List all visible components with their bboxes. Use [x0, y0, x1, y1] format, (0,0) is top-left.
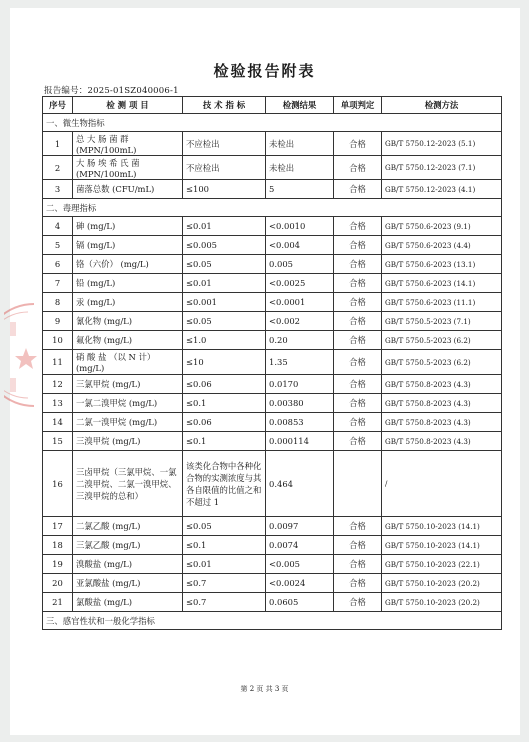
cell-item: 三氯甲烷 (mg/L) [73, 375, 183, 394]
cell-spec: ≤100 [183, 180, 266, 199]
table-row [43, 274, 502, 293]
cell-no: 7 [43, 274, 73, 293]
cell-judge: 合格 [334, 574, 382, 593]
cell-spec: ≤0.001 [183, 293, 266, 312]
cell-no: 16 [43, 451, 73, 517]
table-row [43, 132, 502, 156]
cell-no: 14 [43, 413, 73, 432]
cell-no: 8 [43, 293, 73, 312]
table-row [43, 331, 502, 350]
cell-judge [334, 451, 382, 517]
cell-judge: 合格 [334, 312, 382, 331]
cell-method: GB/T 5750.10-2023 (14.1) [382, 536, 502, 555]
cell-spec: ≤0.7 [183, 574, 266, 593]
header-row [43, 97, 502, 114]
cell-method: GB/T 5750.12-2023 (5.1) [382, 132, 502, 156]
table-row [43, 536, 502, 555]
header-item: 检 测 项 目 [73, 97, 183, 114]
cell-method: GB/T 5750.10-2023 (14.1) [382, 517, 502, 536]
cell-judge: 合格 [334, 413, 382, 432]
cell-item: 汞 (mg/L) [73, 293, 183, 312]
cell-judge: 合格 [334, 555, 382, 574]
cell-spec: ≤0.01 [183, 555, 266, 574]
table-row [43, 375, 502, 394]
header-spec: 技 术 指 标 [183, 97, 266, 114]
cell-result: 0.0074 [266, 536, 334, 555]
cell-item: 硝 酸 盐 （以 N 计） (mg/L) [73, 350, 183, 375]
cell-judge: 合格 [334, 180, 382, 199]
cell-result: 0.0605 [266, 593, 334, 612]
section-row [43, 114, 502, 132]
table-row [43, 432, 502, 451]
cell-spec: ≤0.1 [183, 536, 266, 555]
cell-result: 0.005 [266, 255, 334, 274]
cell-judge: 合格 [334, 156, 382, 180]
cell-item: 砷 (mg/L) [73, 217, 183, 236]
cell-no: 10 [43, 331, 73, 350]
cell-result: <0.0024 [266, 574, 334, 593]
cell-item: 二氯乙酸 (mg/L) [73, 517, 183, 536]
cell-method: GB/T 5750.6-2023 (9.1) [382, 217, 502, 236]
cell-no: 4 [43, 217, 73, 236]
cell-no: 17 [43, 517, 73, 536]
table-row [43, 312, 502, 331]
cell-item: 铬（六价） (mg/L) [73, 255, 183, 274]
cell-result: 0.0097 [266, 517, 334, 536]
cell-judge: 合格 [334, 217, 382, 236]
cell-spec: ≤0.005 [183, 236, 266, 255]
cell-result: 1.35 [266, 350, 334, 375]
cell-item: 溴酸盐 (mg/L) [73, 555, 183, 574]
cell-spec: ≤0.06 [183, 413, 266, 432]
red-seal-stamp-icon [4, 300, 40, 410]
cell-result: 0.464 [266, 451, 334, 517]
table-row [43, 451, 502, 517]
cell-item: 菌落总数 (CFU/mL) [73, 180, 183, 199]
cell-method: GB/T 5750.5-2023 (7.1) [382, 312, 502, 331]
cell-spec: ≤1.0 [183, 331, 266, 350]
cell-judge: 合格 [334, 236, 382, 255]
cell-judge: 合格 [334, 375, 382, 394]
cell-judge: 合格 [334, 331, 382, 350]
cell-judge: 合格 [334, 132, 382, 156]
cell-spec: ≤0.05 [183, 312, 266, 331]
cell-method: GB/T 5750.8-2023 (4.3) [382, 375, 502, 394]
cell-item: 氰化物 (mg/L) [73, 312, 183, 331]
cell-item: 氟化物 (mg/L) [73, 331, 183, 350]
table-row [43, 555, 502, 574]
inspection-table [42, 96, 502, 630]
cell-method: / [382, 451, 502, 517]
table-row [43, 574, 502, 593]
cell-spec: ≤0.01 [183, 274, 266, 293]
cell-item: 二氯一溴甲烷 (mg/L) [73, 413, 183, 432]
cell-no: 3 [43, 180, 73, 199]
cell-no: 6 [43, 255, 73, 274]
cell-method: GB/T 5750.5-2023 (6.2) [382, 331, 502, 350]
table-row [43, 413, 502, 432]
cell-result: <0.004 [266, 236, 334, 255]
cell-judge: 合格 [334, 274, 382, 293]
cell-no: 12 [43, 375, 73, 394]
cell-method: GB/T 5750.12-2023 (4.1) [382, 180, 502, 199]
cell-item: 一氯二溴甲烷 (mg/L) [73, 394, 183, 413]
table-row [43, 293, 502, 312]
cell-judge: 合格 [334, 293, 382, 312]
cell-item: 三卤甲烷（三氯甲烷、一氯二溴甲烷、二氯一溴甲烷、三溴甲烷的总和） [73, 451, 183, 517]
cell-result: 5 [266, 180, 334, 199]
cell-no: 11 [43, 350, 73, 375]
header-result: 检测结果 [266, 97, 334, 114]
cell-no: 21 [43, 593, 73, 612]
table-row [43, 593, 502, 612]
cell-result: <0.005 [266, 555, 334, 574]
cell-judge: 合格 [334, 350, 382, 375]
cell-item: 亚氯酸盐 (mg/L) [73, 574, 183, 593]
cell-method: GB/T 5750.6-2023 (14.1) [382, 274, 502, 293]
cell-judge: 合格 [334, 394, 382, 413]
table-row [43, 156, 502, 180]
cell-method: GB/T 5750.6-2023 (4.4) [382, 236, 502, 255]
cell-method: GB/T 5750.10-2023 (20.2) [382, 593, 502, 612]
cell-spec: 不应检出 [183, 132, 266, 156]
cell-spec: ≤0.01 [183, 217, 266, 236]
cell-method: GB/T 5750.12-2023 (7.1) [382, 156, 502, 180]
cell-result: 0.0170 [266, 375, 334, 394]
cell-judge: 合格 [334, 517, 382, 536]
cell-item: 氯酸盐 (mg/L) [73, 593, 183, 612]
cell-no: 15 [43, 432, 73, 451]
cell-result: <0.0001 [266, 293, 334, 312]
cell-result: <0.0025 [266, 274, 334, 293]
table-row [43, 236, 502, 255]
cell-method: GB/T 5750.8-2023 (4.3) [382, 413, 502, 432]
header-method: 检测方法 [382, 97, 502, 114]
cell-no: 9 [43, 312, 73, 331]
cell-no: 2 [43, 156, 73, 180]
section-title: 二、毒理指标 [43, 199, 502, 217]
cell-spec: ≤0.06 [183, 375, 266, 394]
cell-judge: 合格 [334, 593, 382, 612]
cell-method: GB/T 5750.10-2023 (22.1) [382, 555, 502, 574]
cell-judge: 合格 [334, 255, 382, 274]
cell-spec: ≤0.1 [183, 394, 266, 413]
cell-result: 0.00380 [266, 394, 334, 413]
cell-item: 大 肠 埃 希 氏 菌 (MPN/100mL) [73, 156, 183, 180]
cell-method: GB/T 5750.8-2023 (4.3) [382, 432, 502, 451]
cell-method: GB/T 5750.5-2023 (6.2) [382, 350, 502, 375]
cell-spec: 不应检出 [183, 156, 266, 180]
section-title: 三、感官性状和一般化学指标 [43, 612, 502, 630]
header-judge: 单项判定 [334, 97, 382, 114]
cell-result: 未检出 [266, 132, 334, 156]
cell-method: GB/T 5750.6-2023 (13.1) [382, 255, 502, 274]
cell-method: GB/T 5750.10-2023 (20.2) [382, 574, 502, 593]
cell-no: 13 [43, 394, 73, 413]
table-row [43, 517, 502, 536]
table-row [43, 180, 502, 199]
cell-result: 未检出 [266, 156, 334, 180]
cell-result: 0.000114 [266, 432, 334, 451]
cell-result: 0.00853 [266, 413, 334, 432]
cell-result: <0.0010 [266, 217, 334, 236]
cell-no: 19 [43, 555, 73, 574]
cell-result: <0.002 [266, 312, 334, 331]
cell-spec: ≤0.05 [183, 255, 266, 274]
page-title: 检验报告附表 [213, 62, 316, 80]
cell-judge: 合格 [334, 432, 382, 451]
section-row [43, 612, 502, 630]
section-title: 一、微生物指标 [43, 114, 502, 132]
cell-no: 5 [43, 236, 73, 255]
table-row [43, 217, 502, 236]
cell-spec: ≤0.7 [183, 593, 266, 612]
cell-judge: 合格 [334, 536, 382, 555]
cell-method: GB/T 5750.8-2023 (4.3) [382, 394, 502, 413]
cell-no: 1 [43, 132, 73, 156]
cell-item: 铅 (mg/L) [73, 274, 183, 293]
cell-item: 镉 (mg/L) [73, 236, 183, 255]
cell-item: 总 大 肠 菌 群 (MPN/100mL) [73, 132, 183, 156]
table-row [43, 394, 502, 413]
table-row [43, 350, 502, 375]
cell-result: 0.20 [266, 331, 334, 350]
cell-spec: ≤0.05 [183, 517, 266, 536]
section-row [43, 199, 502, 217]
cell-spec: 该类化合物中各种化合物的实测浓度与其各自限值的比值之和不超过 1 [183, 451, 266, 517]
report-number: 报告编号：2025-01SZ040006-1 [44, 86, 179, 96]
cell-no: 18 [43, 536, 73, 555]
cell-method: GB/T 5750.6-2023 (11.1) [382, 293, 502, 312]
cell-no: 20 [43, 574, 73, 593]
header-no: 序号 [43, 97, 73, 114]
cell-item: 三溴甲烷 (mg/L) [73, 432, 183, 451]
cell-spec: ≤0.1 [183, 432, 266, 451]
cell-item: 三氯乙酸 (mg/L) [73, 536, 183, 555]
table-row [43, 255, 502, 274]
page-footer: 第 2 页 共 3 页 [240, 685, 289, 693]
cell-spec: ≤10 [183, 350, 266, 375]
